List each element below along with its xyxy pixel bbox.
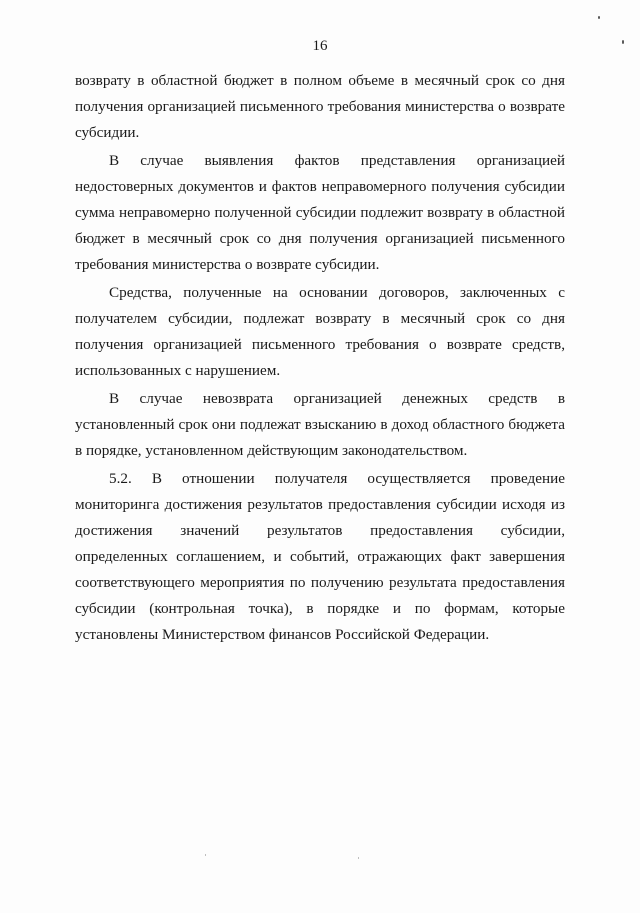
scan-dot	[598, 16, 600, 19]
paragraph-continuation: возврату в областной бюджет в полном объеме в месячный срок со дня получения организацией письменного требования министерства о возврате субсидии.	[75, 72, 565, 141]
paragraph-contract-funds: Средства, полученные на основании договоров, заключенных с получателем субсидии, подлежат возврату в месячный срок со дня получения организацией письменного требования о возврате средств, использованных с нарушением.	[75, 284, 565, 379]
scan-dot	[358, 857, 359, 859]
paragraph-section-5-2: 5.2. В отношении получателя осуществляется проведение мониторинга достижения результатов предоставления субсидии исходя из достижения значений результатов предоставления субсидии, определенных соглашением, и событий, отражающих факт завершения соответствующего мероприятия по получению результата предоставления субсидии (контрольная точка), в порядке и по формам, которые установлены Министерством финансов Российской Федерации.	[75, 470, 565, 643]
page-number: 16	[312, 38, 328, 54]
paragraph-non-return: В случае невозврата организацией денежных средств в установленный срок они подлежат взысканию в доход областного бюджета в порядке, установленном действующим законодательством.	[75, 390, 565, 459]
scan-dot	[622, 40, 624, 44]
document-body	[75, 68, 565, 648]
paragraph-false-documents: В случае выявления фактов представления организацией недостоверных документов и фактов неправомерного получения субсидии сумма неправомерно полученной субсидии подлежит возврату в областной бюджет в месячный срок со дня получения организацией письменного требования министерства о возврате субсидии.	[75, 152, 565, 273]
scan-dot	[205, 854, 206, 856]
